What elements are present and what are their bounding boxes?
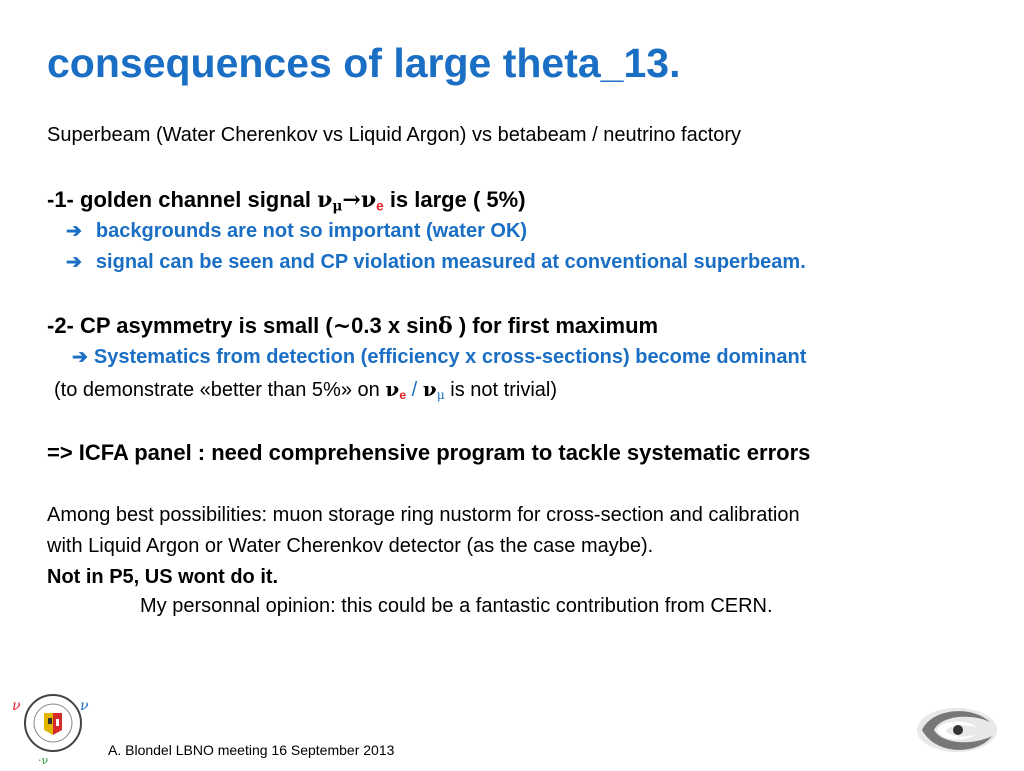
- right-arrow-icon: ➔: [72, 347, 88, 368]
- nu-symbol-3: ν: [385, 377, 400, 401]
- point-1-text-b: is large ( 5%): [389, 187, 526, 212]
- e-subscript: e: [376, 198, 384, 214]
- not-p5-line: Not in P5, US wont do it.: [47, 566, 279, 588]
- point-1-heading: [47, 187, 526, 214]
- right-arrow-icon: ➔: [66, 252, 82, 273]
- tilde-symbol: ~: [332, 313, 352, 339]
- intro-line: Superbeam (Water Cherenkov vs Liquid Argon) vs betabeam / neutrino factory: [47, 124, 742, 146]
- right-arrow-icon: ➔: [66, 221, 82, 242]
- slash-symbol: /: [406, 379, 423, 401]
- footer-text: A. Blondel LBNO meeting 16 September 2013: [108, 742, 395, 758]
- bullet-1b-text: signal can be seen and CP violation measured at conventional superbeam.: [95, 251, 806, 273]
- point-2-text-a: -2- CP asymmetry is small (: [47, 313, 333, 338]
- mu-subscript-2: μ: [436, 387, 445, 403]
- nu-symbol: ν: [317, 187, 333, 213]
- point-2-text-c: ) for first maximum: [452, 313, 659, 338]
- point-2-heading: [47, 313, 658, 339]
- bullet-2: [72, 346, 806, 369]
- opinion-line: My personnal opinion: this could be a fantastic contribution from CERN.: [140, 595, 773, 617]
- bullet-1a-text: backgrounds are not so important (water OK): [95, 220, 528, 242]
- point-2-text-b: 0.3 x sin: [351, 313, 439, 338]
- svg-text:ν: ν: [12, 698, 21, 714]
- nu-symbol-2: ν: [360, 187, 377, 213]
- nu-symbol-4: ν: [422, 377, 437, 401]
- point-2-note: [54, 377, 557, 402]
- galaxy-swirl-icon: [912, 700, 1002, 760]
- note-text-b: is not trivial): [444, 379, 557, 401]
- note-text-a: (to demonstrate «better than 5%» on: [54, 379, 386, 401]
- arrow-symbol: →: [342, 187, 361, 213]
- delta-symbol: δ: [438, 313, 453, 339]
- bullet-1a: [66, 220, 527, 243]
- bullet-2-text: Systematics from detection (efficiency x cross-sections) become dominant: [93, 346, 807, 368]
- among-line-1: Among best possibilities: muon storage ring nustorm for cross-section and calibration: [47, 504, 800, 526]
- point-1-text-a: -1- golden channel signal: [47, 187, 318, 212]
- university-geneva-seal-icon: [8, 680, 98, 766]
- mu-subscript: μ: [332, 198, 343, 215]
- slide-title: consequences of large theta_13.: [47, 40, 681, 86]
- among-line-2: with Liquid Argon or Water Cherenkov detector (as the case maybe).: [47, 535, 654, 557]
- svg-text:ν: ν: [80, 698, 89, 714]
- icfa-line: => ICFA panel : need comprehensive program to tackle systematic errors: [47, 440, 811, 465]
- e-subscript-2: e: [399, 388, 407, 403]
- svg-text:·ν: ·ν: [38, 754, 49, 766]
- bullet-1b: [66, 251, 806, 274]
